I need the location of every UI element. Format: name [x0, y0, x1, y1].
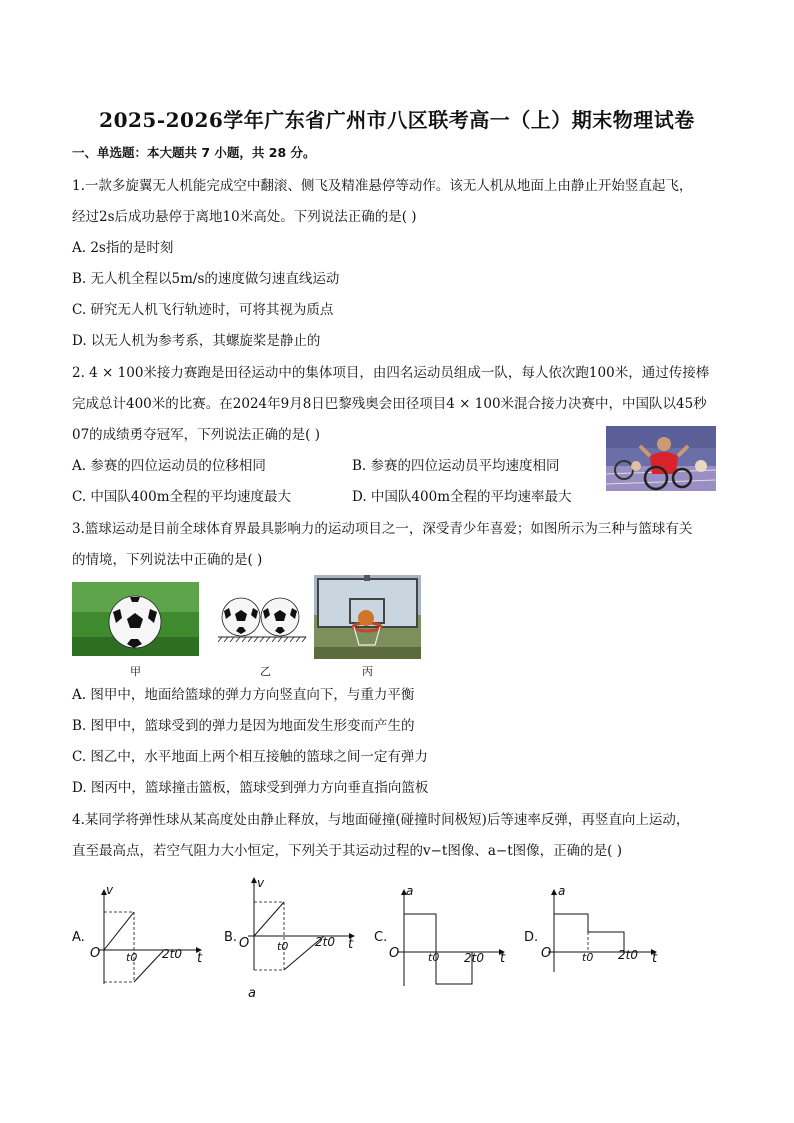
graph-b-2t0-label: 2t0: [315, 935, 335, 949]
q2-option-c: C. 中国队400m全程的平均速度最大: [72, 489, 291, 505]
q2-stem-line3: 07的成绩勇夺冠军，下列说法正确的是( ): [72, 427, 321, 443]
q1-option-b: B. 无人机全程以5m/s的速度做匀速直线运动: [72, 271, 340, 287]
caption-bing: 丙: [362, 665, 373, 678]
graph-c-at: [388, 884, 510, 988]
graph-d-option-label: D.: [524, 930, 539, 945]
graph-d-a-axis-label: a: [558, 884, 566, 898]
q2-stem-line2: 完成总计400米的比赛。在2024年9月8日巴黎残奥会田径项目4 × 100米混合接力决赛中，中国队以45秒: [72, 396, 707, 412]
q3-stem-line1: 3.篮球运动是目前全球体育界最具影响力的运动项目之一，深受青少年喜爱；如图所示为三种与篮球有关: [72, 521, 693, 537]
graph-a-2t0-label: 2t0: [162, 947, 182, 961]
q1-stem-line2: 经过2s后成功悬停于离地10米高处。下列说法正确的是( ): [72, 209, 417, 225]
graph-c-option-label: C.: [374, 930, 388, 945]
q3-option-d: D. 图丙中，篮球撞击篮板，篮球受到弹力方向垂直指向篮板: [72, 780, 429, 796]
graph-c-origin-label: O: [389, 946, 400, 961]
basketball-backboard-photo: [314, 575, 421, 659]
graph-a-vt: [86, 882, 206, 992]
q2-option-a: A. 参赛的四位运动员的位移相同: [72, 458, 266, 474]
graph-c-t-axis-label: t: [500, 951, 506, 966]
graph-d-at: [538, 884, 662, 974]
q2-stem-line1: 2. 4 × 100米接力赛跑是田径运动中的集体项目，由四名运动员组成一队，每人依次跑100米，通过传接棒: [72, 365, 710, 381]
wheelchair-racer-photo: [606, 426, 716, 491]
q4-stem-line2: 直至最高点，若空气阻力大小恒定，下列关于其运动过程的v−t图像、a−t图像，正确的是( ): [72, 843, 622, 859]
graph-b-option-label: B.: [224, 930, 238, 945]
q3-option-c: C. 图乙中，水平地面上两个相互接触的篮球之间一定有弹力: [72, 749, 428, 765]
graph-a-origin-label: O: [90, 946, 101, 961]
graph-a-t0-label: t0: [126, 951, 138, 964]
graph-d-2t0-label: 2t0: [618, 948, 638, 962]
q1-option-a: A. 2s指的是时刻: [72, 240, 174, 256]
section-heading: 一、单选题：本大题共 7 小题，共 28 分。: [72, 145, 316, 160]
ball-on-grass-photo: [72, 582, 199, 656]
graph-c-a-axis-label: a: [406, 884, 414, 898]
q1-stem-line1: 1.一款多旋翼无人机能完成空中翻滚、侧飞及精准悬停等动作。该无人机从地面上由静止开始竖直起飞，: [72, 178, 693, 194]
exam-title: 2025-2026学年广东省广州市八区联考高一（上）期末物理试卷: [99, 108, 695, 132]
graph-b-t-axis-label: t: [348, 937, 354, 952]
graph-a-t-axis-label: t: [197, 951, 203, 966]
caption-jia: 甲: [130, 665, 141, 678]
q1-option-c: C. 研究无人机飞行轨迹时，可将其视为质点: [72, 302, 334, 318]
q3-option-b: B. 图甲中，篮球受到的弹力是因为地面发生形变而产生的: [72, 718, 415, 734]
stray-a-label: a: [248, 986, 256, 1001]
caption-yi: 乙: [260, 665, 271, 678]
graph-a-v-axis-label: v: [106, 883, 114, 897]
graph-c-t0-label: t0: [428, 951, 440, 964]
graph-b-t0-label: t0: [277, 940, 289, 953]
q3-stem-line2: 的情境，下列说法中正确的是( ): [72, 552, 263, 568]
graph-d-origin-label: O: [541, 946, 552, 961]
graph-d-t0-label: t0: [582, 951, 594, 964]
graph-c-2t0-label: 2t0: [464, 951, 484, 965]
graph-b-origin-label: O: [239, 936, 250, 951]
q2-option-d: D. 中国队400m全程的平均速率最大: [352, 489, 572, 505]
graph-d-t-axis-label: t: [652, 951, 658, 966]
q1-option-d: D. 以无人机为参考系，其螺旋桨是静止的: [72, 333, 321, 349]
q4-stem-line1: 4.某同学将弹性球从某高度处由静止释放，与地面碰撞(碰撞时间极短)后等速率反弹，再竖直向上运动，: [72, 812, 690, 828]
two-balls-touching-drawing: [216, 595, 308, 643]
graph-b-v-axis-label: v: [257, 876, 265, 890]
q3-option-a: A. 图甲中，地面给篮球的弹力方向竖直向下，与重力平衡: [72, 687, 415, 703]
graph-a-option-label: A.: [72, 930, 85, 945]
q2-option-b: B. 参赛的四位运动员平均速度相同: [352, 458, 560, 474]
